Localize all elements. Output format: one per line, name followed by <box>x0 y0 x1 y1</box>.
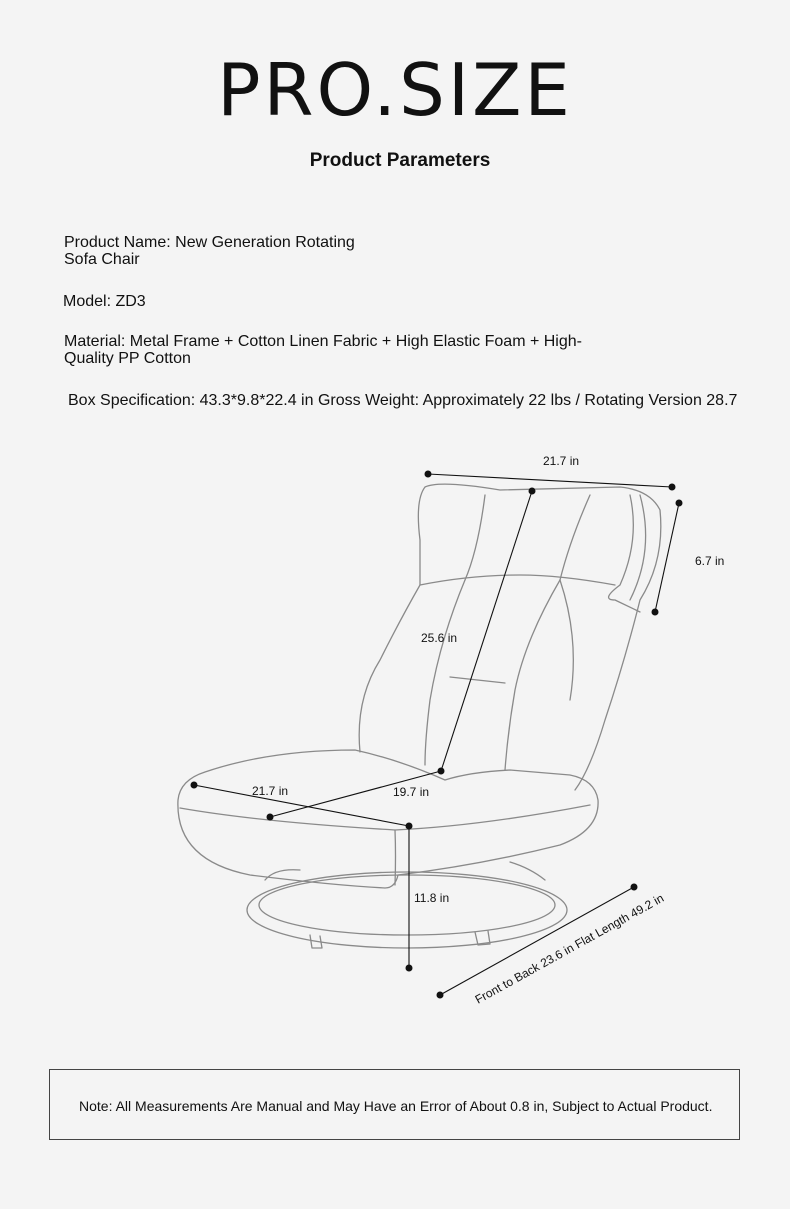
model: Model: ZD3 <box>63 293 146 310</box>
material: Material: Metal Frame + Cotton Linen Fabric + High Elastic Foam + High-Quality PP Cotton <box>64 333 582 367</box>
section-subtitle: Product Parameters <box>309 150 491 171</box>
chair-outline <box>178 484 661 948</box>
dim-seat-depth: 19.7 in <box>393 785 430 799</box>
dim-headrest-depth: 6.7 in <box>695 554 725 568</box>
dim-front-to-back: Front to Back 23.6 in Flat Length 49.2 in <box>472 890 667 1007</box>
dim-top-width: 21.7 in <box>543 454 580 468</box>
box-specification: Box Specification: 43.3*9.8*22.4 in Gross Weight: Approximately 22 lbs / Rotating Version 28.7 <box>68 392 738 409</box>
brand-title: PRO.SIZE <box>217 48 573 132</box>
chair-diagram <box>0 440 790 1040</box>
measurement-note-box <box>49 1069 740 1140</box>
dim-seat-height: 11.8 in <box>414 891 450 905</box>
measurement-note: Note: All Measurements Are Manual and May Have an Error of About 0.8 in, Subject to Actual Product. <box>79 1098 713 1114</box>
dimension-lines <box>194 474 679 995</box>
dim-back-height: 25.6 in <box>421 631 458 645</box>
dim-seat-width: 21.7 in <box>252 784 289 798</box>
product-name: Product Name: New Generation Rotating Sofa Chair <box>64 234 355 268</box>
